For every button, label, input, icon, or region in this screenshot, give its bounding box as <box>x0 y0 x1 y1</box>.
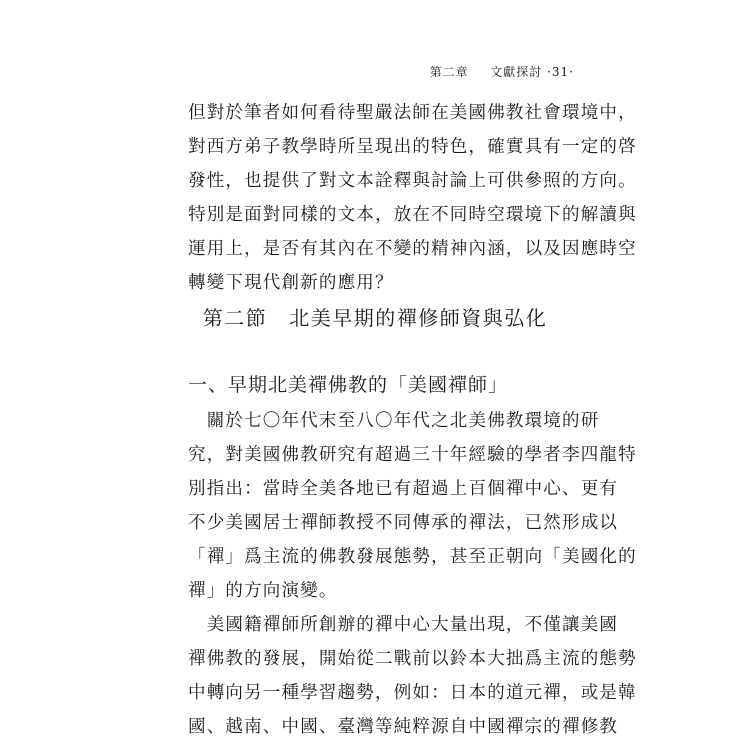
intro-line: 對西方弟子教學時所呈現出的特色，確實具有一定的啓 <box>188 137 637 157</box>
paragraph-line: 究，對美國佛教研究有超過三十年經驗的學者李四龍特 <box>188 445 637 465</box>
header-chapter: 第二章 <box>429 65 469 79</box>
intro-line: 轉變下現代創新的應用？ <box>188 273 394 293</box>
paragraph-line: 別指出：當時全美各地已有超過上百個禪中心、更有 <box>188 479 619 499</box>
paragraph-line: 關於七〇年代末至八〇年代之北美佛教環境的研 <box>188 411 600 431</box>
section-heading <box>0 302 750 331</box>
paragraph-line: 「禪」爲主流的佛教發展態勢，甚至正朝向「美國化的 <box>188 547 637 567</box>
paragraph-line: 禪」的方向演變。 <box>188 581 338 601</box>
paragraph-line: 不少美國居士禪師教授不同傳承的禪法，已然形成以 <box>188 513 619 533</box>
running-header <box>430 63 574 80</box>
paragraph-line: 中轉向另一種學習趨勢，例如：日本的道元禪，或是韓 <box>188 683 637 703</box>
header-topic: 文獻探討 <box>490 65 543 79</box>
section-number: 第二節 <box>202 306 268 330</box>
intro-line: 發性，也提供了對文本詮釋與討論上可供參照的方向。 <box>188 171 637 191</box>
header-page-number: ·31· <box>547 65 574 79</box>
paragraph-line: 美國籍禪師所創辦的禪中心大量出現，不僅讓美國 <box>188 615 619 635</box>
intro-line: 但對於筆者如何看待聖嚴法師在美國佛教社會環境中， <box>188 103 637 123</box>
paragraph-line: 禪佛教的發展，開始從二戰前以鈴本大拙爲主流的態勢 <box>188 649 637 669</box>
section-title: 北美早期的禪修師資與弘化 <box>289 306 548 330</box>
intro-line: 特別是面對同樣的文本，放在不同時空環境下的解讀與 <box>188 205 637 225</box>
intro-line: 運用上，是否有其內在不變的精神內涵，以及因應時空 <box>188 239 637 259</box>
subsection-heading: 一、早期北美禪佛教的「美國禪師」 <box>188 374 509 396</box>
paragraph-line: 國、越南、中國、臺灣等純粹源自中國禪宗的禪修教 <box>188 717 619 737</box>
